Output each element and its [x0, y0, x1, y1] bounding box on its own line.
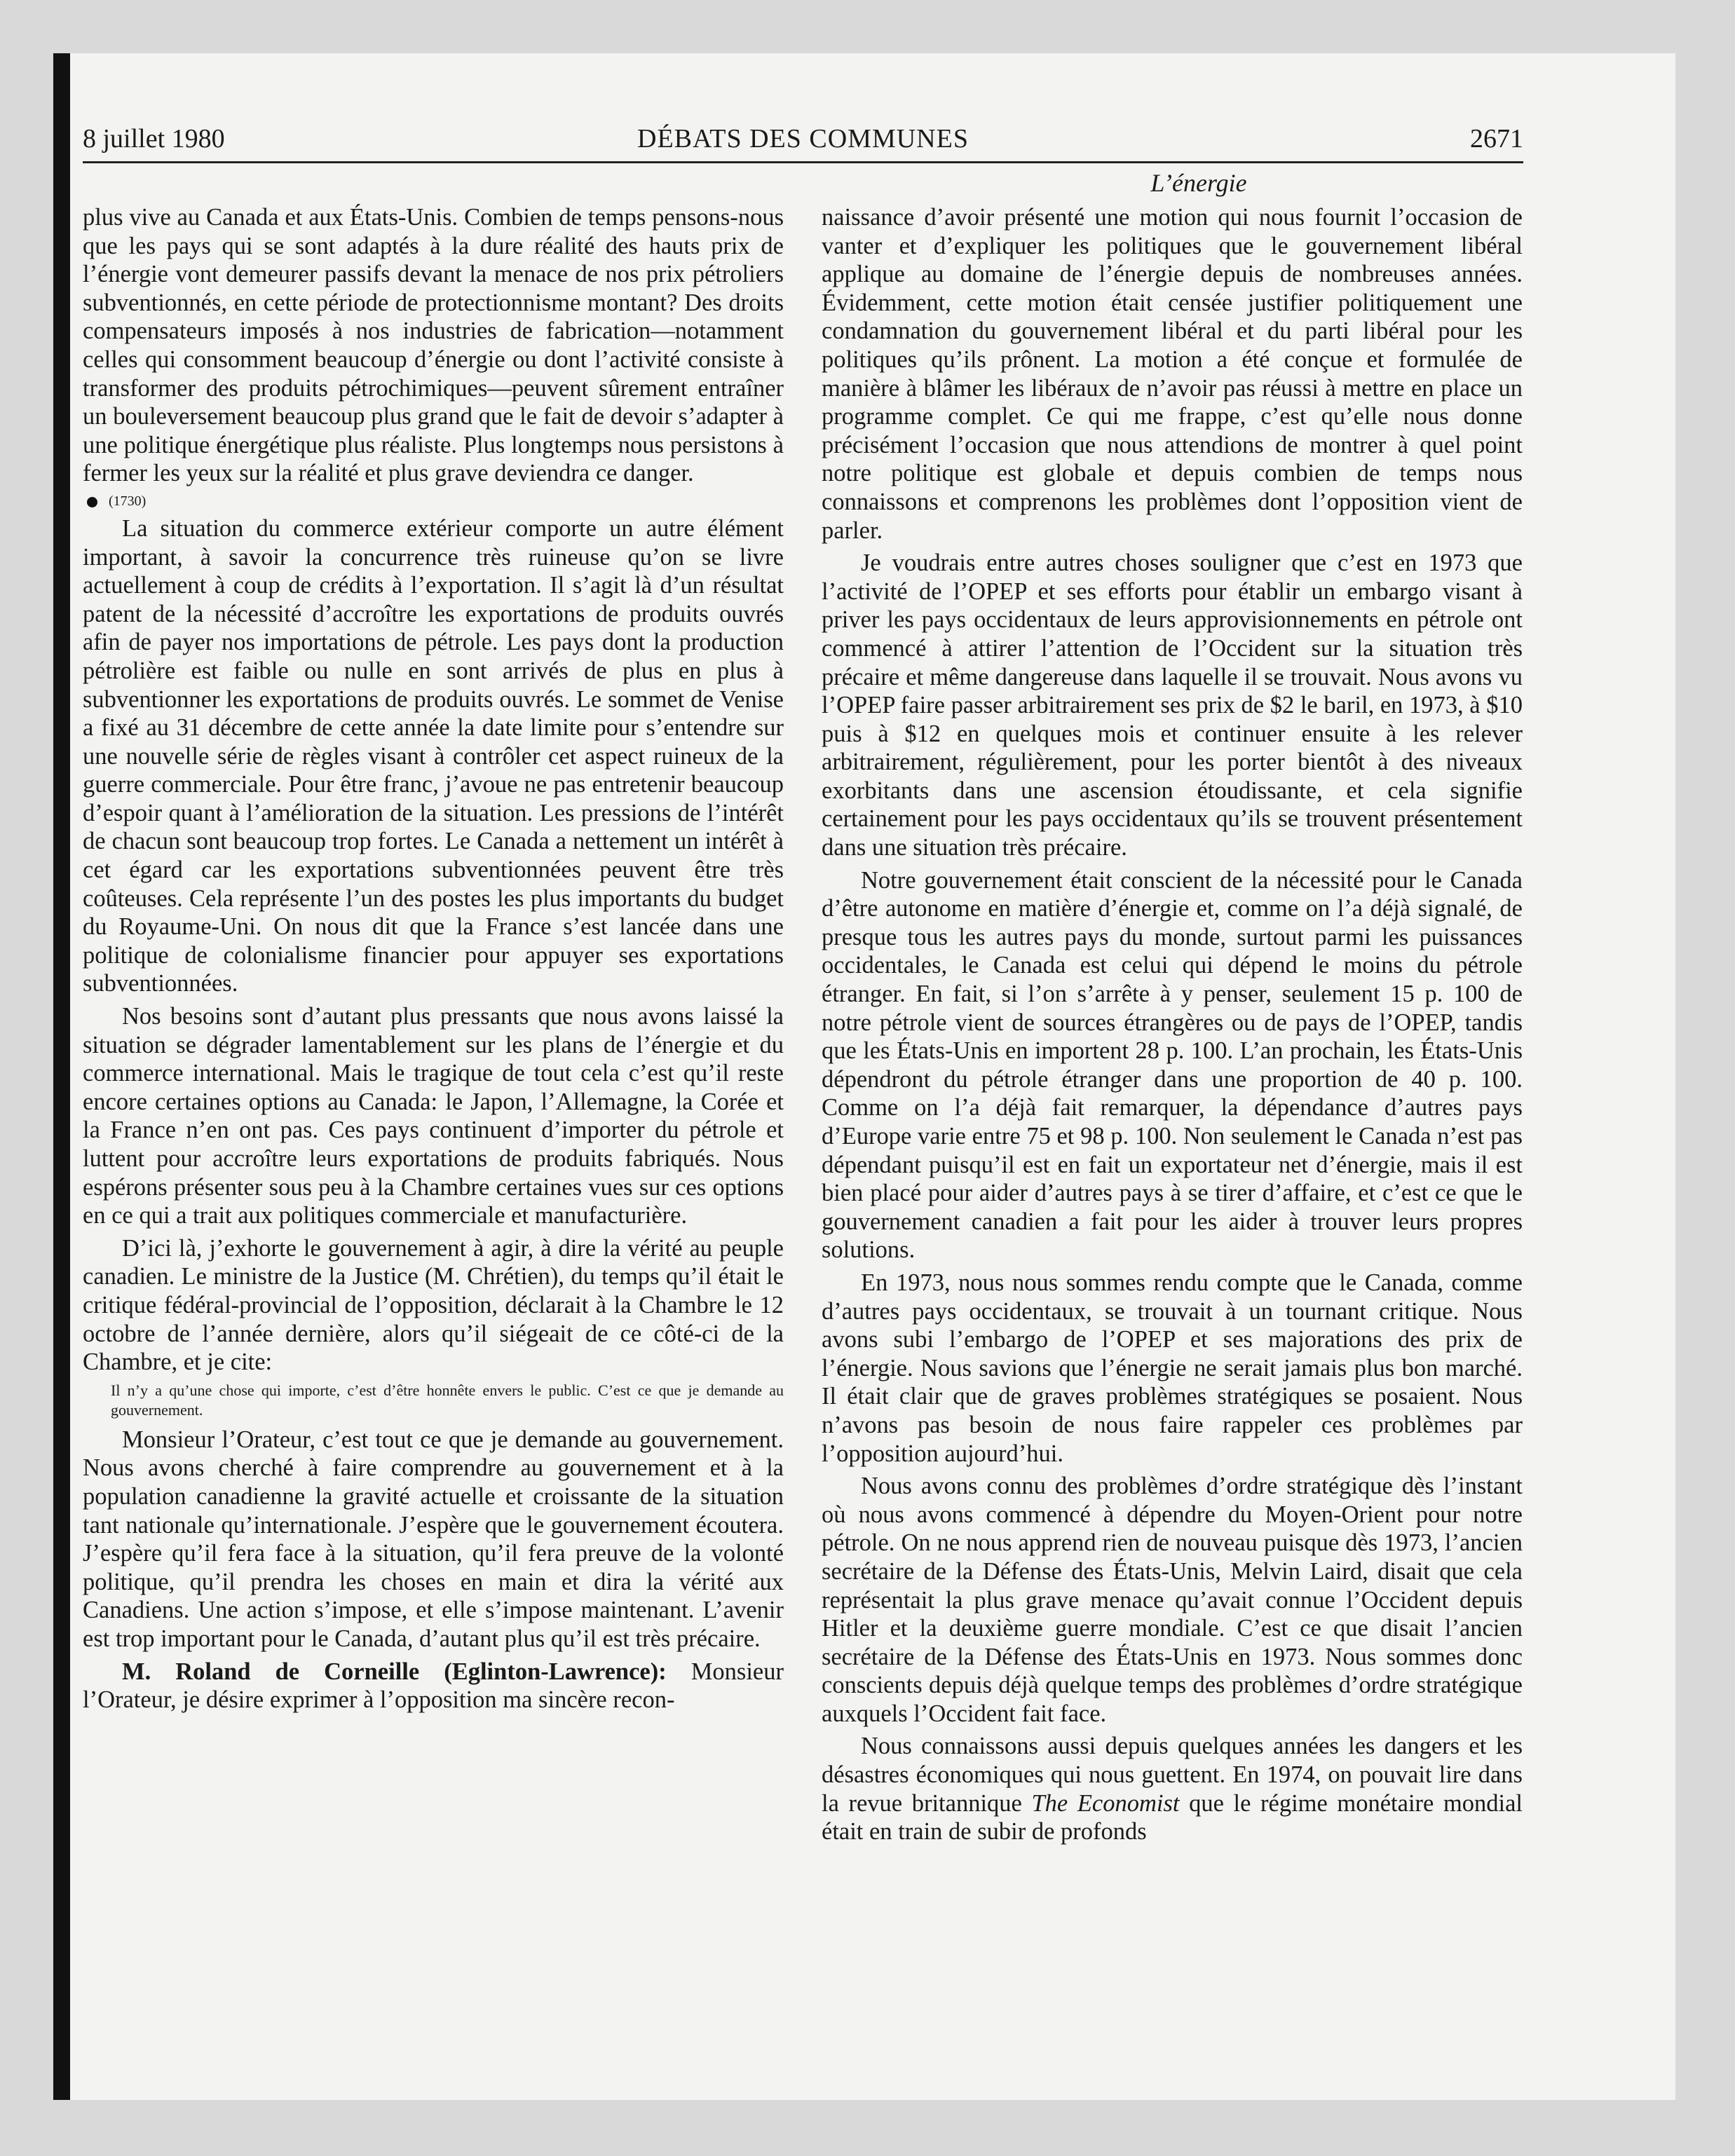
publication-title: The Economist [1031, 1789, 1180, 1817]
paragraph: Monsieur l’Orateur, c’est tout ce que je demande au gouvernement. Nous avons cherché à faire comprendre au gouvernement et à la population canadienne la gravité actuelle et croissante de la situation tant nationale qu’internationale. J’espère que le gouvernement écoutera. J’espère qu’il fera face à la situation, qu’il fera preuve de la volonté politique, qu’il prendra les choses en main et dira la vérité aux Canadiens. Une action s’impose, et elle s’impose maintenant. L’avenir est trop important pour le Canada, d’autant plus qu’il est très précaire. [83, 1426, 784, 1652]
speaker-name: M. Roland de Corneille (Eglinton-Lawrence): [122, 1658, 667, 1685]
left-column [83, 203, 784, 1719]
paragraph: Je voudrais entre autres choses souligner que c’est en 1973 que l’activité de l’OPEP et ses efforts pour établir un embargo visant à priver les pays occidentaux de leurs approvisionnements en pétrole ont commencé à attirer l’attention de l’Occident sur la situation très précaire et même dangereuse dans laquelle il se trouvait. Nous avons vu l’OPEP faire passer arbitrairement ses prix de $2 le baril, en 1973, à $10 puis à $12 en quelques mois et continuer ensuite à les relever arbitrairement, régulièrement, pour les porter bientôt à des niveaux exorbitants dans une ascension étoudissante, et cela signifie certainement pour les pays occidentaux qu’ils se trouvent présentement dans une situation très précaire. [822, 550, 1523, 861]
speaker-text: Monsieur l’Orateur, je désire exprimer à l’opposition ma sincère recon- [83, 1658, 784, 1714]
paragraph: En 1973, nous nous sommes rendu compte que le Canada, comme d’autres pays occidentaux, se trouvait à un tournant critique. Nous avons subi l’embargo de l’OPEP et ses majorations des prix de l’énergie. Nous savions que l’énergie ne serait jamais plus bon marché. Il était clair que de graves problèmes stratégiques se posaient. Nous n’avons pas besoin de nous faire rappeler ces problèmes par l’opposition aujourd’hui. [822, 1269, 1523, 1467]
text-span: que le régime monétaire mondial était en train de subir de profonds [822, 1789, 1523, 1845]
header-title: DÉBATS DES COMMUNES [637, 124, 969, 153]
paragraph: Notre gouvernement était conscient de la nécessité pour le Canada d’être autonome en matière d’énergie et, comme on l’a déjà signalé, de presque tous les autres pays du monde, surtout parmi les puissances occidentales, le Canada est celui qui dépend le moins du pétrole étranger. En fait, si l’on s’arrête à y penser, seulement 15 p. 100 de notre pétrole vient de sources étrangères ou de pays de l’OPEP, tandis que les États-Unis en importent 28 p. 100. L’an prochain, les États-Unis dépendront du pétrole étranger dans une proportion de 40 p. 100. Comme on l’a déjà fait remarquer, la dépendance d’autres pays d’Europe varie entre 75 et 98 p. 100. Non seulement le Canada n’est pas dépendant puisqu’il est en fait un exportateur net d’énergie, mais il est bien placé pour aider d’autres pays à se tirer d’affaire, et c’est ce que le gouvernement canadien a fait pour les aider à trouver leurs propres solutions. [822, 866, 1523, 1264]
paragraph: naissance d’avoir présenté une motion qui nous fournit l’occasion de vanter et d’expliquer les politiques que le gouvernement libéral applique au domaine de l’énergie depuis de nombreuses années. Évidemment, cette motion était censée justifier politiquement une condamnation du gouvernement libéral et du parti libéral pour les politiques qu’ils prônent. La motion a été conçue et formulée de manière à blâmer les libéraux de n’avoir pas réussi à mettre en place un programme complet. Ce qui me frappe, c’est qu’elle nous donne précisément l’occasion que nous attendions de montrer à quel point notre politique est globale et depuis combien de temps nous connaissons et comprenons les problèmes dont l’opposition vient de parler. [822, 204, 1523, 544]
paragraph: Nous avons connu des problèmes d’ordre stratégique dès l’instant où nous avons commencé à dépendre du Moyen-Orient pour notre pétrole. On ne nous apprend rien de nouveau puisque dès 1973, l’ancien secrétaire de la Défense des États-Unis, Melvin Laird, disait que cela représentait la plus grave menace qu’avait connue l’Occident depuis Hitler et la deuxième guerre mondiale. C’est ce que disait l’ancien secrétaire de la Défense des États-Unis en 1973. Nous sommes donc conscients depuis déjà quelque temps des problèmes d’ordre stratégique auxquels l’Occident fait face. [822, 1473, 1523, 1727]
paragraph: plus vive au Canada et aux États-Unis. Combien de temps pensons-nous que les pays qui se sont adaptés à la dure réalité des hauts prix de l’énergie vont demeurer passifs devant la menace de nos prix pétroliers subventionnés, en cette période de protectionnisme montant? Des droits compensateurs imposés à nos industries de fabrication—notamment celles qui consomment beaucoup d’énergie ou dont l’activité consiste à transformer des produits pétrochimiques—peuvent sûrement entraîner un bouleversement beaucoup plus grand que le fait de devoir s’adapter à une politique énergétique plus réaliste. Plus longtemps nous persistons à fermer les yeux sur la réalité et plus grave deviendra ce danger. [83, 204, 784, 487]
paragraph [822, 1732, 1523, 1845]
bullet-dot-icon [87, 497, 97, 507]
right-column [822, 203, 1523, 1850]
time-marker-label: (1730) [109, 493, 147, 509]
speaker-paragraph [83, 1658, 784, 1714]
paragraph: La situation du commerce extérieur comporte un autre élément important, à savoir la concurrence très ruineuse qu’on se livre actuellement à coup de crédits à l’exportation. Il s’agit là d’un résultat patent de la nécessité d’accroître les exportations de produits ouvrés afin de payer nos importations de pétrole. Les pays dont la production pétrolière est faible ou nulle en sont arrivés de plus en plus à subventionner les exportations de produits ouvrés. Le sommet de Venise a fixé au 31 décembre de cette année la date limite pour s’entendre sur une nouvelle série de règles visant à contrôler cet aspect ruineux de la guerre commerciale. Pour être franc, j’avoue ne pas entretenir beaucoup d’espoir quant à l’amélioration de la situation. Les pressions de l’intérêt de chacun sont beaucoup trop fortes. Le Canada a nettement un intérêt à cet égard car les exportations subventionnées peuvent être très coûteuses. Cela représente l’un des postes les plus importants du budget du Royaume-Uni. On nous dit que la France s’est lancée dans une politique de colonialisme financier pour appuyer ses exportations subventionnées. [83, 514, 784, 997]
text-span: Nous connaissons aussi depuis quelques années les dangers et les désastres économiques qui nous guettent. En 1974, on pouvait lire dans la revue britannique [822, 1733, 1523, 1817]
paragraph: Nos besoins sont d’autant plus pressants que nous avons laissé la situation se dégrader lamentablement sur les plans de l’énergie et du commerce international. Mais le tragique de tout cela c’est qu’il reste encore certaines options au Canada: le Japon, l’Allemagne, la Corée et la France n’en ont pas. Ces pays continuent d’importer du pétrole et luttent pour accroître leurs exportations de produits fabriqués. Nous espérons présenter sous peu à la Chambre certaines vues sur ces options en ce qui a trait aux politiques commerciale et manufacturière. [83, 1003, 784, 1229]
running-header [83, 112, 1523, 163]
block-quote: Il n’y a qu’une chose qui importe, c’est d’être honnête envers le public. C’est ce que je demande au gouvernement. [111, 1381, 784, 1419]
page-number: 2671 [1470, 124, 1523, 153]
time-marker [87, 492, 784, 510]
subject-heading: L’énergie [1150, 169, 1247, 197]
paragraph: D’ici là, j’exhorte le gouvernement à agir, à dire la vérité au peuple canadien. Le ministre de la Justice (M. Chrétien), du temps qu’il était le critique fédéral-provincial de l’opposition, déclarait à la Chambre le 12 octobre de l’année dernière, alors qu’il siégeait de ce côté-ci de la Chambre, et je cite: [83, 1234, 784, 1376]
header-date: 8 juillet 1980 [83, 124, 225, 153]
scan-edge [53, 53, 70, 2100]
